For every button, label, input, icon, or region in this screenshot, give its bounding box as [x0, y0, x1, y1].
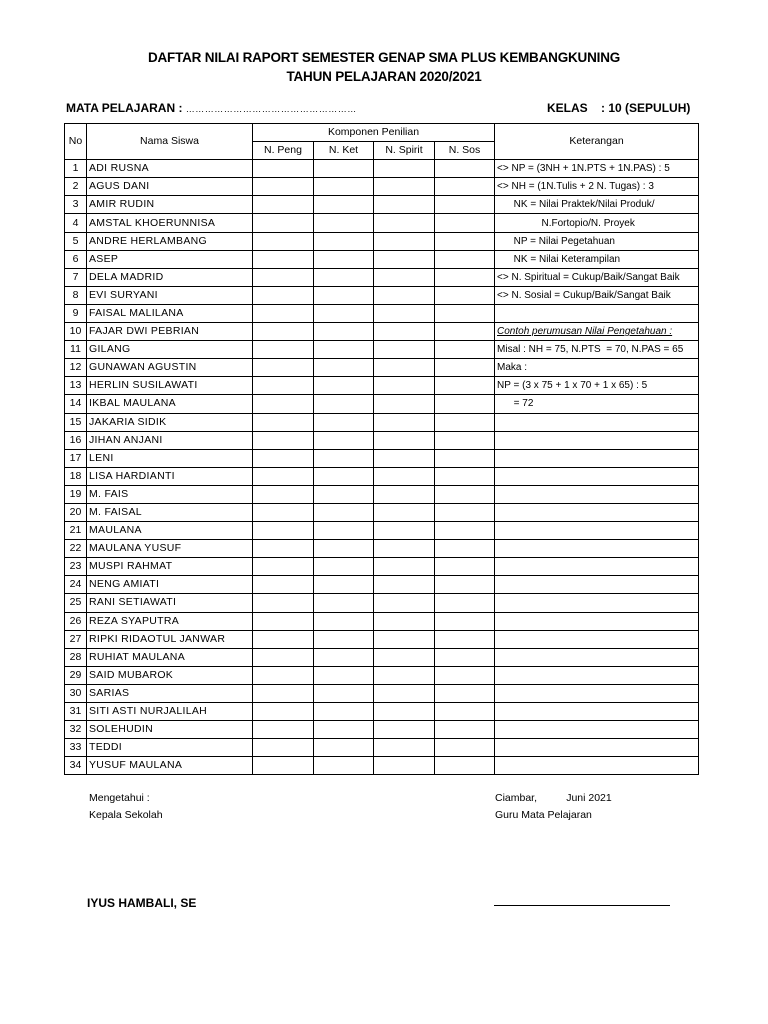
kepsek-name: IYUS HAMBALI, SE: [87, 896, 197, 910]
table-row: [65, 612, 699, 630]
table-row: [65, 630, 699, 648]
n-peng-cell: [253, 684, 314, 702]
n-spirit-cell: [374, 377, 435, 395]
table-row: [65, 286, 699, 304]
student-name: JIHAN ANJANI: [87, 431, 253, 449]
n-spirit-cell: [374, 467, 435, 485]
n-sos-cell: [435, 377, 495, 395]
n-peng-cell: [253, 323, 314, 341]
n-sos-cell: [435, 214, 495, 232]
student-name: SAID MUBAROK: [87, 666, 253, 684]
row-number: 15: [65, 413, 87, 431]
n-spirit-cell: [374, 232, 435, 250]
keterangan-cell: [495, 485, 699, 503]
n-peng-cell: [253, 612, 314, 630]
n-spirit-cell: [374, 576, 435, 594]
kelas-line: [547, 101, 690, 115]
n-spirit-cell: [374, 214, 435, 232]
n-ket-cell: [314, 160, 374, 178]
table-row: [65, 666, 699, 684]
student-name: ADI RUSNA: [87, 160, 253, 178]
n-peng-cell: [253, 196, 314, 214]
table-row: [65, 739, 699, 757]
row-number: 11: [65, 341, 87, 359]
n-sos-cell: [435, 359, 495, 377]
keterangan-cell: [495, 684, 699, 702]
n-ket-cell: [314, 485, 374, 503]
col-header-keterangan: Keterangan: [495, 124, 699, 160]
keterangan-cell: <> N. Spiritual = Cukup/Baik/Sangat Baik: [495, 268, 699, 286]
student-name: EVI SURYANI: [87, 286, 253, 304]
guru-signature-line: [494, 905, 670, 906]
keterangan-cell: [495, 594, 699, 612]
n-ket-cell: [314, 684, 374, 702]
n-sos-cell: [435, 449, 495, 467]
n-peng-cell: [253, 178, 314, 196]
student-name: REZA SYAPUTRA: [87, 612, 253, 630]
student-name: SOLEHUDIN: [87, 721, 253, 739]
keterangan-cell: Contoh perumusan Nilai Pengetahuan :: [495, 323, 699, 341]
n-sos-cell: [435, 540, 495, 558]
n-ket-cell: [314, 232, 374, 250]
n-ket-cell: [314, 594, 374, 612]
table-row: [65, 431, 699, 449]
n-spirit-cell: [374, 160, 435, 178]
keterangan-cell: [495, 612, 699, 630]
table-row: [65, 576, 699, 594]
n-sos-cell: [435, 341, 495, 359]
n-sos-cell: [435, 739, 495, 757]
n-spirit-cell: [374, 522, 435, 540]
row-number: 7: [65, 268, 87, 286]
row-number: 31: [65, 703, 87, 721]
n-ket-cell: [314, 377, 374, 395]
table-row: [65, 341, 699, 359]
n-sos-cell: [435, 178, 495, 196]
n-sos-cell: [435, 250, 495, 268]
keterangan-cell: <> N. Sosial = Cukup/Baik/Sangat Baik: [495, 286, 699, 304]
n-spirit-cell: [374, 703, 435, 721]
student-name: HERLIN SUSILAWATI: [87, 377, 253, 395]
n-ket-cell: [314, 341, 374, 359]
n-sos-cell: [435, 395, 495, 413]
n-peng-cell: [253, 304, 314, 322]
table-row: [65, 703, 699, 721]
n-sos-cell: [435, 304, 495, 322]
table-row: [65, 449, 699, 467]
place-date: Ciambar, Juni 2021: [495, 792, 612, 804]
keterangan-cell: [495, 304, 699, 322]
n-peng-cell: [253, 540, 314, 558]
table-row: [65, 304, 699, 322]
n-peng-cell: [253, 576, 314, 594]
table-row: [65, 594, 699, 612]
keterangan-cell: [495, 503, 699, 521]
row-number: 20: [65, 503, 87, 521]
student-name: ASEP: [87, 250, 253, 268]
n-peng-cell: [253, 630, 314, 648]
keterangan-cell: Maka :: [495, 359, 699, 377]
n-sos-cell: [435, 757, 495, 775]
n-spirit-cell: [374, 721, 435, 739]
n-spirit-cell: [374, 485, 435, 503]
n-spirit-cell: [374, 268, 435, 286]
table-row: [65, 250, 699, 268]
n-spirit-cell: [374, 648, 435, 666]
n-peng-cell: [253, 558, 314, 576]
n-ket-cell: [314, 558, 374, 576]
n-sos-cell: [435, 666, 495, 684]
n-ket-cell: [314, 449, 374, 467]
keterangan-cell: NP = (3 x 75 + 1 x 70 + 1 x 65) : 5: [495, 377, 699, 395]
student-name: DELA MADRID: [87, 268, 253, 286]
student-name: M. FAIS: [87, 485, 253, 503]
keterangan-cell: [495, 648, 699, 666]
n-peng-cell: [253, 395, 314, 413]
keterangan-cell: [495, 431, 699, 449]
student-name: RIPKI RIDAOTUL JANWAR: [87, 630, 253, 648]
table-row: [65, 684, 699, 702]
student-name: TEDDI: [87, 739, 253, 757]
n-ket-cell: [314, 721, 374, 739]
col-header-n-sos: N. Sos: [435, 142, 495, 160]
mata-pelajaran-label: MATA PELAJARAN :: [66, 101, 183, 115]
n-spirit-cell: [374, 739, 435, 757]
row-number: 6: [65, 250, 87, 268]
keterangan-cell: [495, 558, 699, 576]
n-spirit-cell: [374, 684, 435, 702]
n-spirit-cell: [374, 449, 435, 467]
document-subtitle: TAHUN PELAJARAN 2020/2021: [286, 69, 482, 84]
n-peng-cell: [253, 666, 314, 684]
student-name: FAISAL MALILANA: [87, 304, 253, 322]
row-number: 3: [65, 196, 87, 214]
keterangan-cell: = 72: [495, 395, 699, 413]
n-ket-cell: [314, 323, 374, 341]
grade-table-body: [65, 160, 699, 775]
row-number: 21: [65, 522, 87, 540]
student-name: RANI SETIAWATI: [87, 594, 253, 612]
keterangan-cell: [495, 467, 699, 485]
n-sos-cell: [435, 721, 495, 739]
n-ket-cell: [314, 413, 374, 431]
n-peng-cell: [253, 250, 314, 268]
kelas-label: KELAS: [547, 101, 588, 115]
n-spirit-cell: [374, 540, 435, 558]
n-sos-cell: [435, 594, 495, 612]
row-number: 10: [65, 323, 87, 341]
n-spirit-cell: [374, 323, 435, 341]
row-number: 5: [65, 232, 87, 250]
keterangan-cell: [495, 449, 699, 467]
n-ket-cell: [314, 576, 374, 594]
guru-mapel-label: Guru Mata Pelajaran: [495, 809, 592, 821]
n-ket-cell: [314, 196, 374, 214]
keterangan-cell: [495, 576, 699, 594]
n-ket-cell: [314, 666, 374, 684]
keterangan-cell: N.Fortopio/N. Proyek: [495, 214, 699, 232]
n-peng-cell: [253, 286, 314, 304]
n-ket-cell: [314, 739, 374, 757]
row-number: 24: [65, 576, 87, 594]
n-spirit-cell: [374, 359, 435, 377]
table-row: [65, 467, 699, 485]
n-sos-cell: [435, 268, 495, 286]
keterangan-cell: [495, 666, 699, 684]
row-number: 25: [65, 594, 87, 612]
n-peng-cell: [253, 268, 314, 286]
keterangan-cell: [495, 522, 699, 540]
row-number: 29: [65, 666, 87, 684]
n-peng-cell: [253, 739, 314, 757]
n-peng-cell: [253, 594, 314, 612]
n-spirit-cell: [374, 286, 435, 304]
student-name: LISA HARDIANTI: [87, 467, 253, 485]
keterangan-cell: [495, 630, 699, 648]
n-peng-cell: [253, 648, 314, 666]
n-sos-cell: [435, 196, 495, 214]
n-spirit-cell: [374, 178, 435, 196]
n-sos-cell: [435, 558, 495, 576]
n-ket-cell: [314, 286, 374, 304]
n-ket-cell: [314, 214, 374, 232]
n-peng-cell: [253, 503, 314, 521]
table-row: [65, 359, 699, 377]
n-peng-cell: [253, 485, 314, 503]
student-name: MUSPI RAHMAT: [87, 558, 253, 576]
n-peng-cell: [253, 703, 314, 721]
kelas-value: : 10 (SEPULUH): [601, 101, 691, 115]
row-number: 13: [65, 377, 87, 395]
n-sos-cell: [435, 413, 495, 431]
student-name: IKBAL MAULANA: [87, 395, 253, 413]
keterangan-cell: [495, 540, 699, 558]
keterangan-cell: Misal : NH = 75, N.PTS = 70, N.PAS = 65: [495, 341, 699, 359]
row-number: 1: [65, 160, 87, 178]
n-ket-cell: [314, 395, 374, 413]
mata-pelajaran-value: ………………………………………………: [185, 104, 357, 114]
student-name: JAKARIA SIDIK: [87, 413, 253, 431]
table-row: [65, 757, 699, 775]
n-ket-cell: [314, 178, 374, 196]
n-sos-cell: [435, 522, 495, 540]
n-sos-cell: [435, 467, 495, 485]
n-peng-cell: [253, 214, 314, 232]
table-row: [65, 196, 699, 214]
keterangan-cell: [495, 413, 699, 431]
keterangan-cell: NP = Nilai Pegetahuan: [495, 232, 699, 250]
grade-table: [64, 123, 699, 775]
table-row: [65, 413, 699, 431]
table-row: [65, 377, 699, 395]
row-number: 34: [65, 757, 87, 775]
n-sos-cell: [435, 485, 495, 503]
col-header-n-peng: N. Peng: [253, 142, 314, 160]
student-name: AMIR RUDIN: [87, 196, 253, 214]
keterangan-cell: <> NP = (3NH + 1N.PTS + 1N.PAS) : 5: [495, 160, 699, 178]
keterangan-cell: <> NH = (1N.Tulis + 2 N. Tugas) : 3: [495, 178, 699, 196]
n-peng-cell: [253, 721, 314, 739]
col-header-n-spirit: N. Spirit: [374, 142, 435, 160]
row-number: 17: [65, 449, 87, 467]
n-spirit-cell: [374, 630, 435, 648]
mengetahui-label: Mengetahui :: [89, 792, 150, 804]
row-number: 2: [65, 178, 87, 196]
student-name: GUNAWAN AGUSTIN: [87, 359, 253, 377]
row-number: 14: [65, 395, 87, 413]
n-spirit-cell: [374, 594, 435, 612]
row-number: 30: [65, 684, 87, 702]
n-spirit-cell: [374, 341, 435, 359]
col-header-komponen: Komponen Penilian: [253, 124, 495, 142]
n-spirit-cell: [374, 413, 435, 431]
table-row: [65, 395, 699, 413]
student-name: ANDRE HERLAMBANG: [87, 232, 253, 250]
n-peng-cell: [253, 413, 314, 431]
n-spirit-cell: [374, 503, 435, 521]
n-peng-cell: [253, 232, 314, 250]
n-ket-cell: [314, 467, 374, 485]
student-name: GILANG: [87, 341, 253, 359]
n-peng-cell: [253, 377, 314, 395]
n-sos-cell: [435, 160, 495, 178]
keterangan-cell: [495, 721, 699, 739]
n-peng-cell: [253, 449, 314, 467]
keterangan-cell: NK = Nilai Praktek/Nilai Produk/: [495, 196, 699, 214]
n-sos-cell: [435, 684, 495, 702]
n-sos-cell: [435, 232, 495, 250]
mata-pelajaran-line: [66, 101, 357, 115]
row-number: 9: [65, 304, 87, 322]
table-row: [65, 268, 699, 286]
student-name: MAULANA: [87, 522, 253, 540]
student-name: AMSTAL KHOERUNNISA: [87, 214, 253, 232]
table-row: [65, 485, 699, 503]
n-ket-cell: [314, 522, 374, 540]
n-peng-cell: [253, 757, 314, 775]
table-row: [65, 214, 699, 232]
row-number: 19: [65, 485, 87, 503]
n-sos-cell: [435, 323, 495, 341]
n-peng-cell: [253, 160, 314, 178]
n-ket-cell: [314, 648, 374, 666]
n-ket-cell: [314, 503, 374, 521]
row-number: 33: [65, 739, 87, 757]
n-spirit-cell: [374, 612, 435, 630]
n-ket-cell: [314, 268, 374, 286]
student-name: SARIAS: [87, 684, 253, 702]
table-row: [65, 558, 699, 576]
row-number: 22: [65, 540, 87, 558]
n-peng-cell: [253, 359, 314, 377]
keterangan-cell: NK = Nilai Keterampilan: [495, 250, 699, 268]
table-row: [65, 232, 699, 250]
n-peng-cell: [253, 341, 314, 359]
document-title: DAFTAR NILAI RAPORT SEMESTER GENAP SMA PLUS KEMBANGKUNING: [147, 50, 621, 65]
student-name: NENG AMIATI: [87, 576, 253, 594]
n-spirit-cell: [374, 431, 435, 449]
n-ket-cell: [314, 250, 374, 268]
n-ket-cell: [314, 757, 374, 775]
row-number: 16: [65, 431, 87, 449]
n-ket-cell: [314, 703, 374, 721]
n-sos-cell: [435, 503, 495, 521]
row-number: 8: [65, 286, 87, 304]
row-number: 27: [65, 630, 87, 648]
n-sos-cell: [435, 630, 495, 648]
n-spirit-cell: [374, 196, 435, 214]
student-name: MAULANA YUSUF: [87, 540, 253, 558]
student-name: LENI: [87, 449, 253, 467]
n-spirit-cell: [374, 666, 435, 684]
row-number: 32: [65, 721, 87, 739]
n-sos-cell: [435, 576, 495, 594]
n-ket-cell: [314, 431, 374, 449]
n-ket-cell: [314, 612, 374, 630]
table-row: [65, 178, 699, 196]
student-name: RUHIAT MAULANA: [87, 648, 253, 666]
n-peng-cell: [253, 467, 314, 485]
student-name: M. FAISAL: [87, 503, 253, 521]
row-number: 18: [65, 467, 87, 485]
row-number: 28: [65, 648, 87, 666]
n-sos-cell: [435, 286, 495, 304]
keterangan-cell: [495, 703, 699, 721]
col-header-nama: Nama Siswa: [87, 124, 253, 160]
keterangan-cell: [495, 757, 699, 775]
keterangan-cell: [495, 739, 699, 757]
kepala-sekolah-label: Kepala Sekolah: [89, 809, 163, 821]
n-peng-cell: [253, 431, 314, 449]
row-number: 26: [65, 612, 87, 630]
n-spirit-cell: [374, 250, 435, 268]
table-row: [65, 323, 699, 341]
n-sos-cell: [435, 648, 495, 666]
table-row: [65, 160, 699, 178]
row-number: 12: [65, 359, 87, 377]
col-header-no: No: [65, 124, 87, 160]
table-row: [65, 522, 699, 540]
student-name: YUSUF MAULANA: [87, 757, 253, 775]
n-spirit-cell: [374, 757, 435, 775]
col-header-n-ket: N. Ket: [314, 142, 374, 160]
row-number: 4: [65, 214, 87, 232]
n-ket-cell: [314, 540, 374, 558]
n-ket-cell: [314, 359, 374, 377]
n-spirit-cell: [374, 304, 435, 322]
student-name: AGUS DANI: [87, 178, 253, 196]
n-spirit-cell: [374, 558, 435, 576]
table-row: [65, 721, 699, 739]
n-ket-cell: [314, 630, 374, 648]
student-name: SITI ASTI NURJALILAH: [87, 703, 253, 721]
n-ket-cell: [314, 304, 374, 322]
n-sos-cell: [435, 431, 495, 449]
student-name: FAJAR DWI PEBRIAN: [87, 323, 253, 341]
n-sos-cell: [435, 703, 495, 721]
table-row: [65, 540, 699, 558]
table-row: [65, 648, 699, 666]
n-spirit-cell: [374, 395, 435, 413]
n-peng-cell: [253, 522, 314, 540]
n-sos-cell: [435, 612, 495, 630]
table-row: [65, 503, 699, 521]
row-number: 23: [65, 558, 87, 576]
